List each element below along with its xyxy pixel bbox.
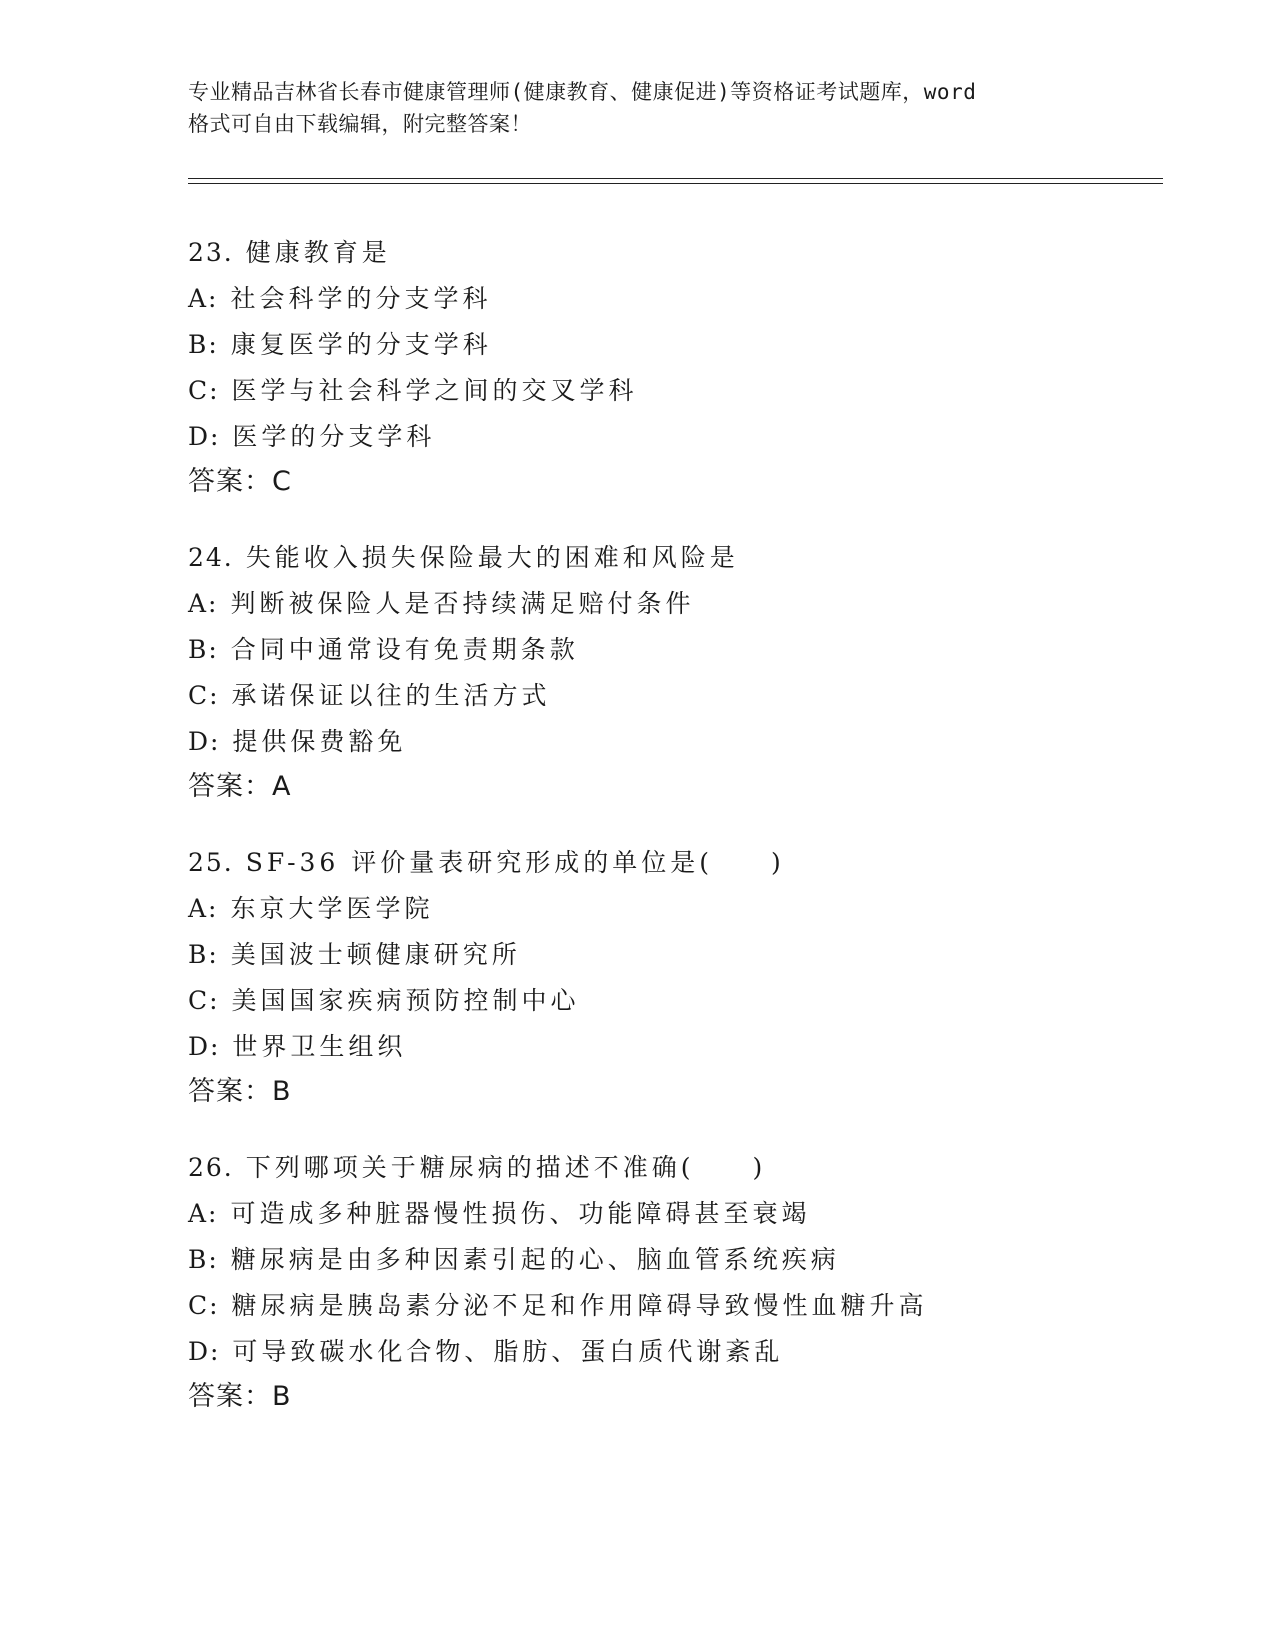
option-label: C: <box>188 376 220 405</box>
question-number: 26. <box>188 1153 234 1182</box>
option-text: 糖尿病是由多种因素引起的心、脑血管系统疾病 <box>230 1245 840 1274</box>
option-label: B: <box>188 635 219 664</box>
answer-value: B <box>272 1381 292 1412</box>
option-label: D: <box>188 422 221 451</box>
option-d <box>188 414 1188 460</box>
question-text: 下列哪项关于糖尿病的描述不准确( ) <box>245 1153 767 1182</box>
option-text: 合同中通常设有免责期条款 <box>230 635 579 664</box>
answer-line <box>188 1375 1188 1419</box>
option-a <box>188 276 1188 322</box>
question-stem <box>188 230 1188 276</box>
option-c <box>188 978 1188 1024</box>
option-label: A: <box>188 1199 219 1228</box>
option-b <box>188 322 1188 368</box>
question-number: 23. <box>188 238 234 267</box>
answer-label: 答案： <box>188 771 272 802</box>
answer-label: 答案： <box>188 466 272 497</box>
option-c <box>188 368 1188 414</box>
option-label: D: <box>188 1337 221 1366</box>
question-26 <box>188 1145 1188 1419</box>
option-label: C: <box>188 681 220 710</box>
answer-value: C <box>272 466 292 497</box>
option-label: B: <box>188 940 219 969</box>
option-a <box>188 886 1188 932</box>
option-b <box>188 1237 1188 1283</box>
header-line-2: 格式可自由下载编辑，附完整答案！ <box>188 112 532 136</box>
option-text: 提供保费豁免 <box>232 727 407 756</box>
option-a <box>188 1191 1188 1237</box>
question-number: 25. <box>188 848 234 877</box>
option-label: A: <box>188 589 219 618</box>
option-label: C: <box>188 1291 220 1320</box>
answer-label: 答案： <box>188 1076 272 1107</box>
option-a <box>188 581 1188 627</box>
option-c <box>188 673 1188 719</box>
option-d <box>188 1024 1188 1070</box>
question-stem <box>188 1145 1188 1191</box>
option-text: 东京大学医学院 <box>230 894 434 923</box>
question-text: 健康教育是 <box>245 238 391 267</box>
option-label: A: <box>188 284 219 313</box>
header-line-1: 专业精品吉林省长春市健康管理师(健康教育、健康促进)等资格证考试题库，word <box>188 80 977 104</box>
question-25 <box>188 840 1188 1114</box>
answer-line <box>188 765 1188 809</box>
option-d <box>188 719 1188 765</box>
question-text: SF-36 评价量表研究形成的单位是( ) <box>245 848 785 877</box>
option-label: A: <box>188 894 219 923</box>
option-label: B: <box>188 1245 219 1274</box>
option-text: 可导致碳水化合物、脂肪、蛋白质代谢紊乱 <box>232 1337 784 1366</box>
question-text: 失能收入损失保险最大的困难和风险是 <box>245 543 739 572</box>
option-text: 医学与社会科学之间的交叉学科 <box>231 376 638 405</box>
option-text: 判断被保险人是否持续满足赔付条件 <box>230 589 695 618</box>
option-text: 美国波士顿健康研究所 <box>230 940 521 969</box>
option-text: 世界卫生组织 <box>232 1032 407 1061</box>
answer-value: B <box>272 1076 292 1107</box>
option-text: 康复医学的分支学科 <box>230 330 492 359</box>
question-24 <box>188 535 1188 809</box>
answer-line <box>188 460 1188 504</box>
header-divider-bottom <box>188 183 1163 184</box>
option-text: 糖尿病是胰岛素分泌不足和作用障碍导致慢性血糖升高 <box>231 1291 928 1320</box>
option-text: 医学的分支学科 <box>232 422 436 451</box>
option-b <box>188 932 1188 978</box>
option-text: 承诺保证以往的生活方式 <box>231 681 551 710</box>
option-label: D: <box>188 727 221 756</box>
question-stem <box>188 840 1188 886</box>
option-label: C: <box>188 986 220 1015</box>
header-divider-top <box>188 178 1163 179</box>
question-23 <box>188 230 1188 504</box>
option-text: 可造成多种脏器慢性损伤、功能障碍甚至衰竭 <box>230 1199 811 1228</box>
answer-value: A <box>272 771 292 802</box>
option-c <box>188 1283 1188 1329</box>
answer-label: 答案： <box>188 1381 272 1412</box>
question-number: 24. <box>188 543 234 572</box>
answer-line <box>188 1070 1188 1114</box>
question-stem <box>188 535 1188 581</box>
option-d <box>188 1329 1188 1375</box>
option-text: 社会科学的分支学科 <box>230 284 492 313</box>
document-header <box>188 76 1108 140</box>
option-label: B: <box>188 330 219 359</box>
option-b <box>188 627 1188 673</box>
option-text: 美国国家疾病预防控制中心 <box>231 986 580 1015</box>
option-label: D: <box>188 1032 221 1061</box>
